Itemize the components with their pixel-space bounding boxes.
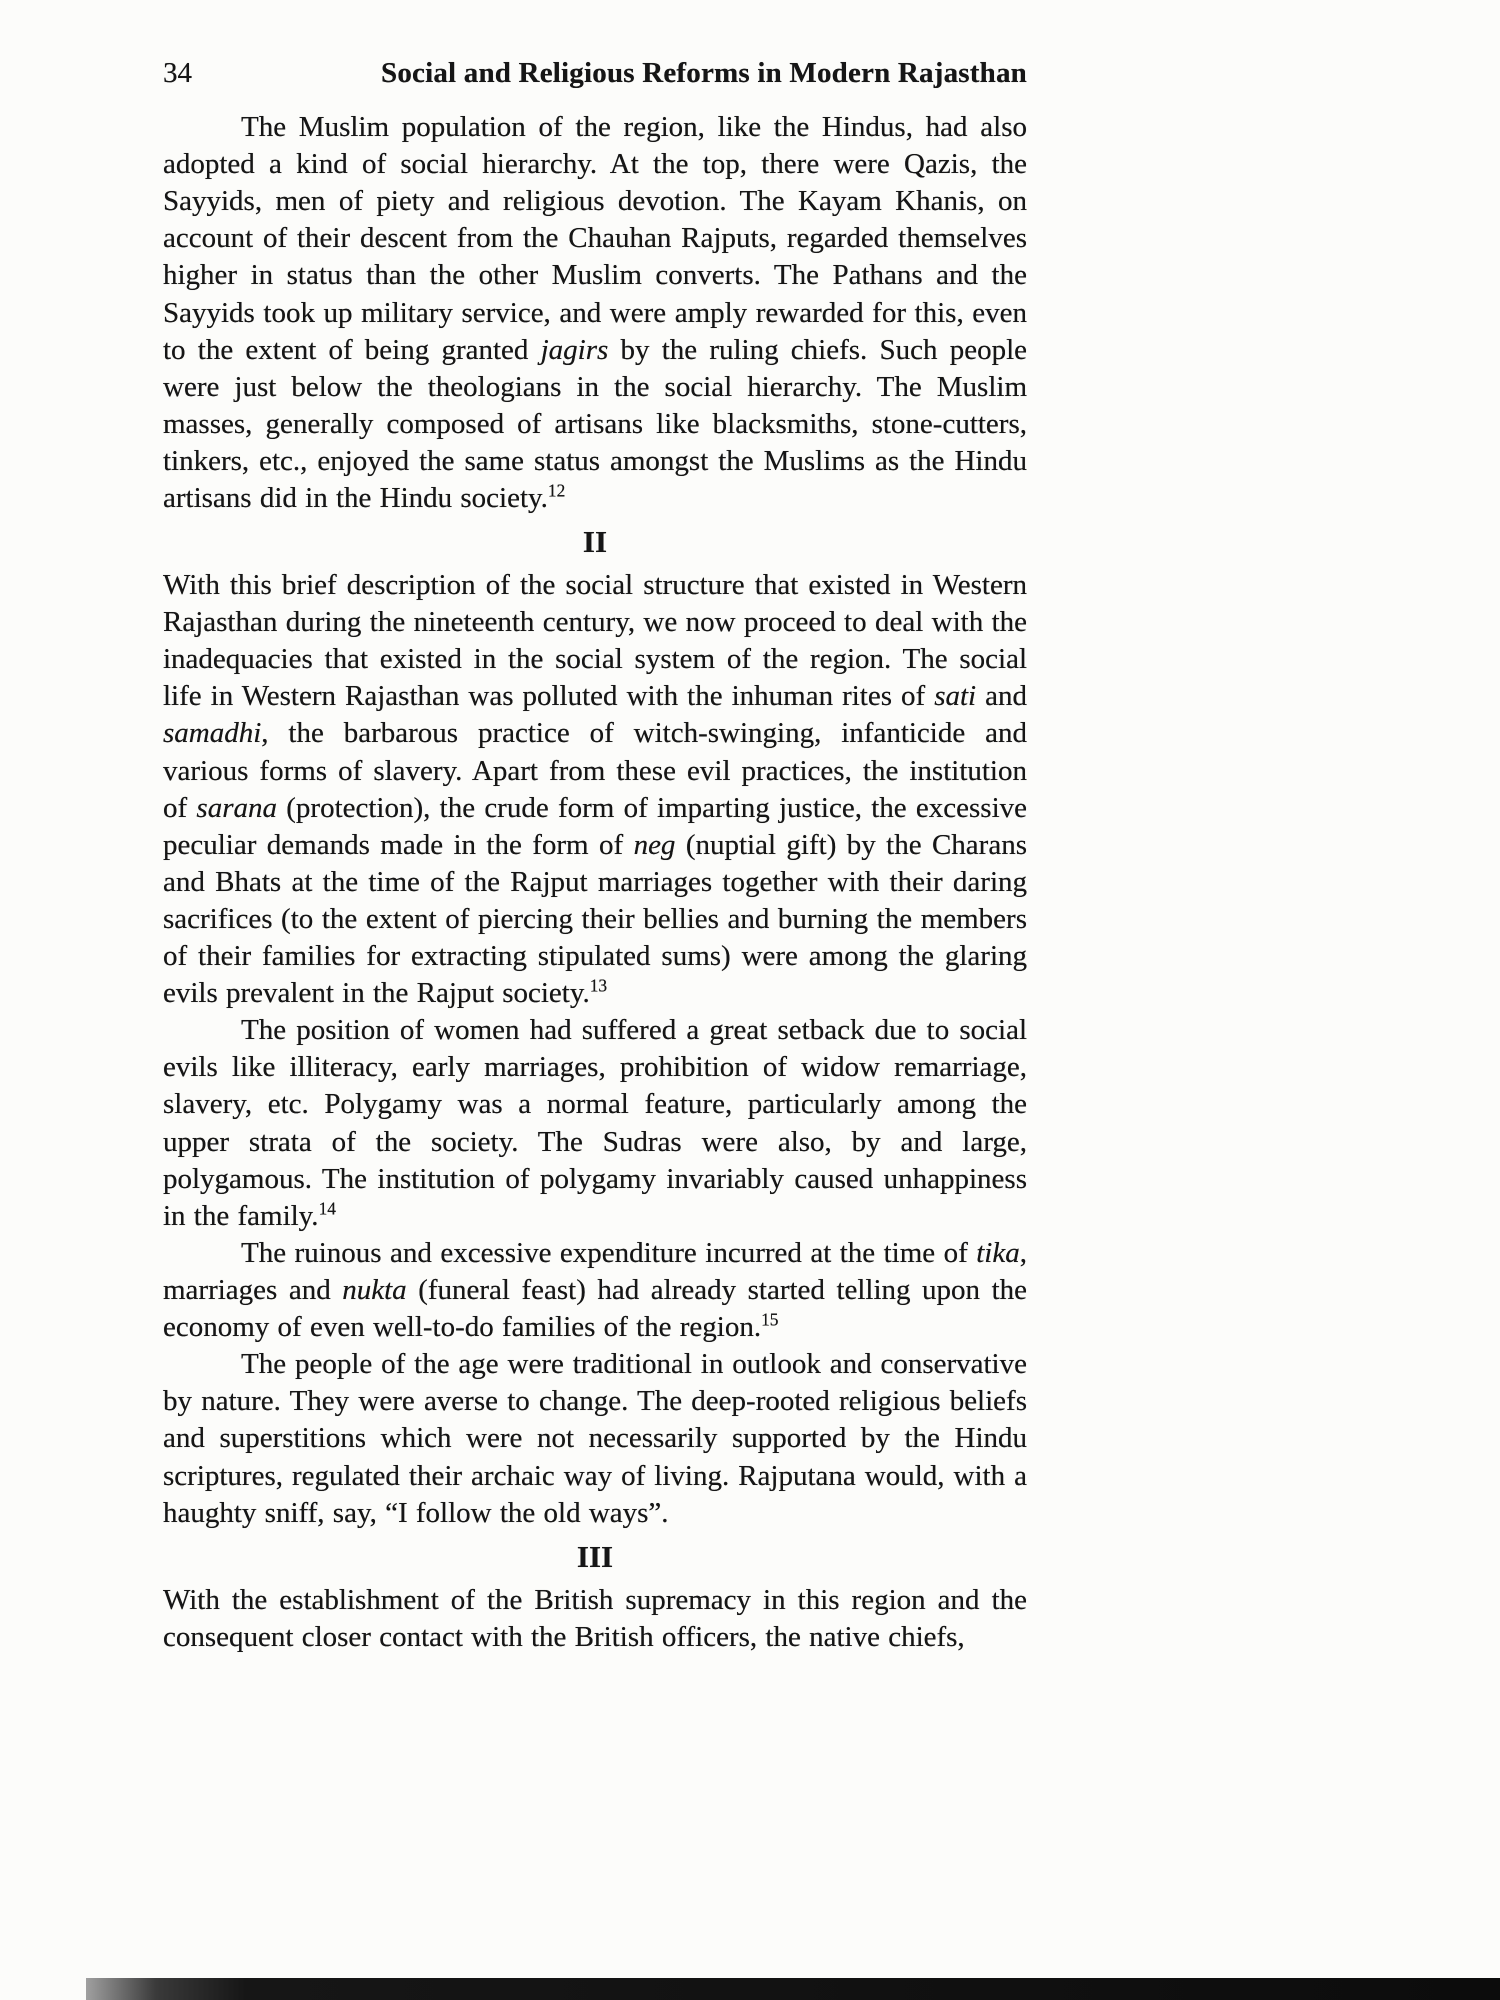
scan-artifact-bottom-bar: [86, 1978, 1500, 2000]
footnote-ref: 15: [761, 1309, 779, 1330]
text-run: The position of women had suffered a great setback due to social evils like illiteracy, early marriages, prohibition of widow remarriage, slavery, etc. Polygamy was a normal feature, particularly among the upper strata of the society. The Sudras were also, by and large, polygamous. The institution of polygamy invariably caused unhappiness in the family.: [163, 1014, 1027, 1232]
text-run: (protection), the crude form of imparting justice, the excessive peculiar demands made in the form of: [163, 791, 1027, 861]
footnote-ref: 14: [318, 1198, 336, 1219]
page-number: 34: [163, 57, 192, 89]
text-run: , marriages and: [163, 1236, 1027, 1307]
paragraph: [163, 1012, 1027, 1235]
text-run: The Muslim population of the region, like the Hindus, had also adopted a kind of social hierarchy. At the top, there were Qazis, the Sayyids, men of piety and religious devotion. The Kayam Khanis, on account of their descent from the Chauhan Rajputs, regarded themselves higher in status than the other Muslim converts. The Pathans and the Sayyids took up military service, and were amply rewarded for this, even to the extent of being granted: [163, 111, 1027, 366]
running-title: Social and Religious Reforms in Modern Rajasthan: [380, 57, 1027, 89]
paragraph: [163, 1346, 1027, 1532]
section-heading: III: [576, 1538, 614, 1574]
text-run: by the ruling chiefs. Such people were just below the theologians in the social hierarchy. The Muslim masses, generally composed of artisans like blacksmiths, stone-cutters, tinkers, etc., enjoyed the same status amongst the Muslims as the Hindu artisans did in the Hindu society.: [163, 333, 1028, 515]
text-run: The people of the age were traditional in outlook and conservative by nature. They were averse to change. The deep-rooted religious beliefs and superstitions which were not necessarily supported by the Hindu scriptures, regulated their archaic way of living. Rajputana would, with a haughty sniff, say, “I follow the old ways”.: [163, 1348, 1027, 1529]
italic-term: jagirs: [540, 333, 609, 366]
text-column: [163, 55, 1027, 1656]
paragraph: [163, 1582, 1027, 1656]
italic-term: sarana: [196, 791, 277, 824]
page-header: [163, 55, 1027, 91]
text-run: With this brief description of the social structure that existed in Western Rajasthan during the nineteenth century, we now proceed to deal with the inadequacies that existed in the social system of the region. The social life in Western Rajasthan was polluted with the inhuman rites of: [163, 568, 1027, 713]
italic-term: tika: [976, 1236, 1020, 1269]
text-run: With the establishment of the British supremacy in this region and the consequent closer contact with the British officers, the native chiefs,: [163, 1583, 1027, 1653]
page-body: [163, 109, 1027, 1656]
paragraph: [163, 109, 1027, 517]
text-run: The ruinous and excessive expenditure incurred at the time of: [241, 1236, 977, 1269]
paragraph: [163, 1235, 1027, 1346]
text-run: , the barbarous practice of witch-swinging, infanticide and various forms of slavery. Apart from these evil practices, the institution of: [163, 717, 1027, 824]
text-run: (nuptial gift) by the Charans and Bhats at the time of the Rajput marriages together with their daring sacrifices (to the extent of piercing their bellies and burning the members of their families for extracting stipulated sums) were among the glaring evils prevalent in the Rajput society.: [163, 828, 1027, 1010]
italic-term: nukta: [342, 1274, 407, 1307]
section-heading: II: [582, 524, 608, 560]
footnote-ref: 12: [547, 480, 566, 501]
italic-term: samadhi: [163, 717, 262, 750]
text-run: (funeral feast) had already started telling upon the economy of even well-to-do families of the region.: [163, 1274, 1027, 1344]
italic-term: sati: [934, 680, 977, 713]
footnote-ref: 13: [589, 975, 608, 996]
italic-term: neg: [633, 828, 676, 861]
text-run: and: [976, 680, 1027, 713]
paragraph: [163, 567, 1027, 1012]
